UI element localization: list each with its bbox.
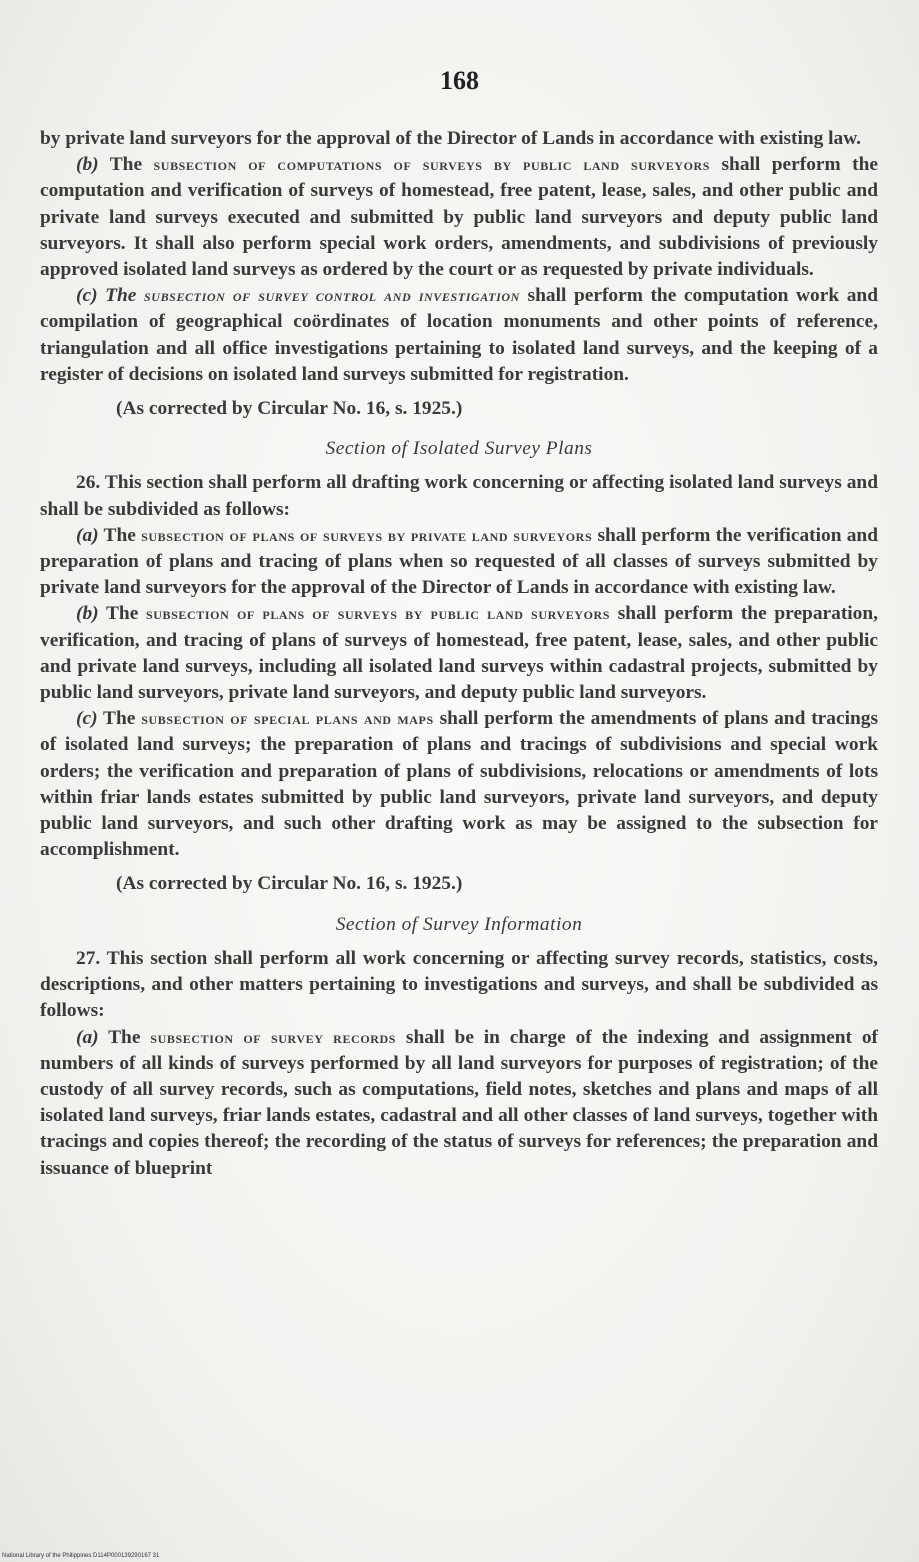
- correction-note: (As corrected by Circular No. 16, s. 1925.): [116, 873, 463, 895]
- subsection-name: subsection of special plans and maps: [141, 709, 434, 729]
- paragraph-continuation: by private land surveyors for the approval of the Director of Lands in accordance with existing law.: [40, 128, 862, 149]
- paragraph-a-survey-records: (a) The subsection of survey records shall be in charge of the indexing and assignment of numbers of all kinds of surveys performed by all land surveyors for purposes of registration; of the custody of all survey records, such as computations, field notes, sketches and plans and maps of all isolated land surveys, friar lands estates, cadastral and all other classes of land surveys, together with tracings and copies thereof; the recording of the status of surveys for references; the preparation and issuance of blueprint: [40, 1026, 878, 1179]
- item-label: (c): [76, 708, 98, 730]
- body-text: [40, 126, 878, 1182]
- page-number: 168: [440, 66, 479, 95]
- section-heading: Section of Survey Information: [335, 913, 583, 935]
- correction-note: (As corrected by Circular No. 16, s. 1925.): [116, 398, 463, 420]
- paragraph-a-private-plans: (a) The subsection of plans of surveys by private land surveyors shall perform the verification and preparation of plans and tracing of plans when so requested of all classes of surveys submitted by private land surveyors for the approval of the Director of Lands in accordance with existing law.: [40, 524, 878, 599]
- paragraph-c-survey-control: (c) The subsection of survey control and investigation shall perform the computation work and compilation of geographical coördinates of location monuments and other points of reference, triangulation and all office investigations pertaining to isolated land surveys, and the keeping of a register of decisions on isolated land surveys submitted for registration.: [40, 285, 879, 385]
- paragraph-26: 26. This section shall perform all drafting work concerning or affecting isolated land surveys and shall be subdivided as follows:: [40, 472, 878, 520]
- subsection-name: subsection of computations of surveys by public land surveyors: [153, 155, 711, 175]
- subsection-name: subsection of plans of surveys by private land surveyors: [141, 525, 593, 545]
- item-label: (b): [76, 603, 99, 625]
- item-label: (a): [76, 1026, 99, 1048]
- subsection-name: subsection of survey control and investigation: [144, 286, 520, 306]
- paragraph-c-special-plans: (c) The subsection of special plans and maps shall perform the amendments of plans and tracings of isolated land surveys; the preparation of plans and tracings of subdivisions and special work orders; the verification and preparation of plans of subdivisions, relocations or amendments of lots within friar lands estates submitted by public land surveyors, private land surveyors, and deputy public land surveyors, and such other drafting work as may be assigned to the subsection for accomplishment.: [40, 708, 878, 861]
- item-label: (b): [76, 154, 99, 176]
- subsection-name: subsection of plans of surveys by public land surveyors: [146, 604, 611, 624]
- section-heading: Section of Isolated Survey Plans: [325, 438, 593, 460]
- item-label: (c): [76, 285, 98, 307]
- paragraph-27: 27. This section shall perform all work concerning or affecting survey records, statistics, costs, descriptions, and other matters pertaining to investigations and surveys, and shall be subdivided as follows:: [40, 947, 878, 1022]
- paragraph-b-computations: (b) The subsection of computations of surveys by public land surveyors shall perform the computation and verification of surveys of homestead, free patent, lease, sales, and other public and private land surveys executed and submitted by public land surveyors and deputy public land surveyors. It shall also perform special work orders, amendments, and subdivisions of previously approved isolated land surveys as ordered by the court or as requested by private individuals.: [40, 154, 878, 281]
- subsection-name: subsection of survey records: [150, 1027, 397, 1047]
- paragraph-b-public-plans: (b) The subsection of plans of surveys by public land surveyors shall perform the preparation, verification, and tracing of plans of surveys of homestead, free patent, lease, sales, and other public and private land surveys, including all isolated land surveys within cadastral projects, submitted by public land surveyors, private land surveyors, and deputy public land surveyors.: [40, 603, 878, 704]
- item-label: (a): [76, 524, 99, 546]
- scan-footer: National Library of the Philippines D114P000139290167 31: [2, 1553, 160, 1559]
